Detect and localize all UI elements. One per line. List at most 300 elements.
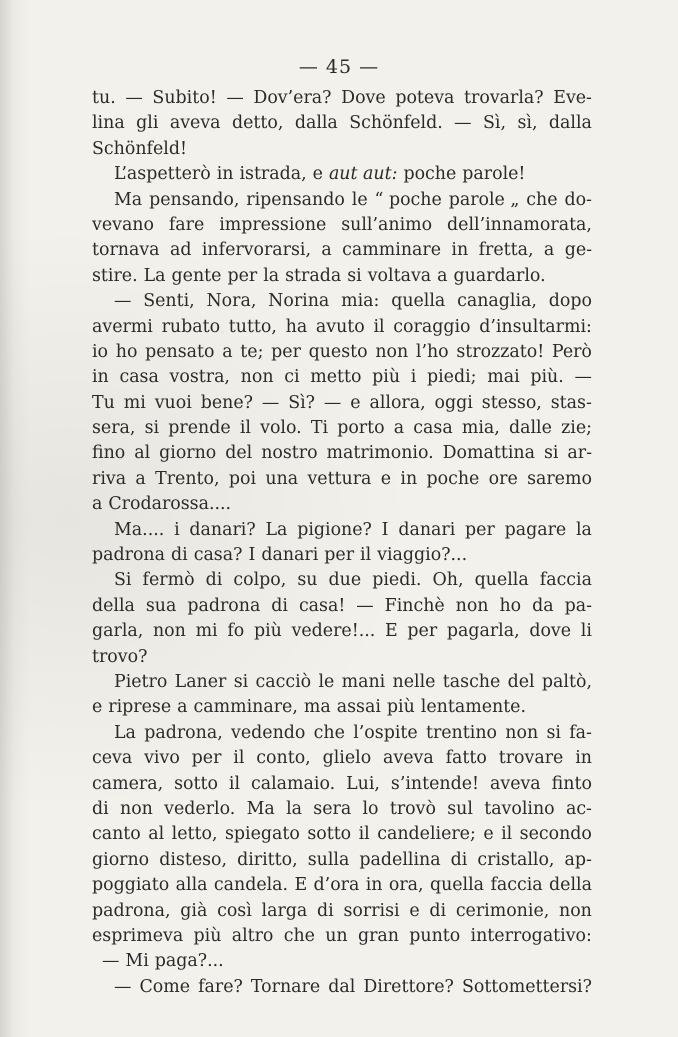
word: padrona	[187, 595, 261, 616]
text-line	[92, 264, 592, 289]
text-line	[92, 86, 592, 111]
word: vuoi	[154, 392, 192, 413]
text-line	[92, 645, 592, 670]
word: danari?	[189, 519, 256, 540]
word: una	[265, 468, 299, 489]
word: piedi;	[426, 367, 477, 388]
word: Senti,	[143, 291, 195, 312]
word: Nora,	[206, 291, 257, 312]
word: detto,	[231, 113, 284, 134]
word: poche	[426, 468, 480, 489]
word: mi	[123, 392, 146, 413]
word: il	[239, 418, 251, 439]
word: dalle	[509, 418, 552, 439]
word: zie;	[561, 418, 592, 439]
word: sua	[145, 595, 177, 616]
word: ho	[115, 341, 138, 362]
text-line	[92, 467, 592, 492]
word: L’aspetterò	[114, 164, 211, 185]
word: vedendo	[231, 722, 306, 743]
word: in	[400, 468, 418, 489]
word: ge-	[564, 240, 592, 261]
word: ore	[488, 468, 518, 489]
text-line	[92, 137, 592, 162]
word: Sì?	[288, 392, 315, 413]
word: “ poche	[374, 189, 442, 210]
word: non	[559, 900, 592, 921]
word: in	[216, 164, 234, 185]
text-line	[92, 238, 592, 263]
word: assai	[336, 697, 381, 718]
text-line	[92, 772, 592, 797]
word: fo	[227, 621, 245, 642]
word: ha	[285, 316, 308, 337]
word: pa-	[564, 595, 592, 616]
word: mia:	[341, 291, 380, 312]
word: I	[381, 519, 389, 540]
word: matrimonio.	[326, 443, 434, 464]
word: Però	[551, 341, 592, 362]
page-number: — 45 —	[298, 56, 380, 78]
word: ap-	[564, 849, 592, 870]
word: più	[372, 367, 401, 388]
word: dalla	[548, 113, 592, 134]
word: —	[226, 88, 244, 108]
word: E	[384, 621, 398, 642]
word: tu.	[92, 88, 116, 108]
word: la	[286, 798, 302, 819]
word: guardarlo.	[453, 265, 546, 286]
word: da	[532, 595, 554, 616]
word: padrona	[92, 545, 165, 566]
word: canto	[92, 824, 141, 845]
word: interrogativo:	[470, 925, 592, 946]
word: della	[92, 595, 135, 616]
word: tasche	[442, 671, 501, 692]
word: te;	[240, 341, 264, 362]
text-line	[92, 949, 592, 974]
word: di	[92, 798, 109, 819]
text-line	[92, 111, 592, 136]
word: il	[373, 316, 385, 337]
word: La	[265, 519, 288, 540]
word: sì,	[517, 113, 538, 134]
word: punto	[409, 925, 461, 946]
word: a	[135, 468, 146, 489]
word: quella	[391, 291, 446, 312]
word: mai	[487, 367, 520, 388]
word: fare	[168, 214, 205, 235]
word: conto,	[256, 748, 311, 769]
word: più	[193, 925, 222, 946]
word: pensando,	[149, 189, 240, 210]
word: Si	[114, 570, 132, 591]
word: fa-	[569, 722, 592, 743]
word: vevano	[92, 214, 154, 235]
word: di	[205, 570, 223, 591]
word: E	[294, 875, 308, 896]
word: quella	[474, 570, 529, 591]
word: aveva	[490, 773, 541, 794]
word: a	[222, 341, 233, 362]
word: il	[358, 824, 370, 845]
word: piedi.	[372, 570, 422, 591]
word: La	[114, 722, 136, 743]
word: riprese	[108, 697, 172, 718]
word: cerimonie,	[455, 900, 550, 921]
word: larga	[261, 900, 308, 921]
word: ad	[169, 240, 192, 261]
word: I	[248, 545, 256, 566]
word: fretta,	[478, 240, 534, 261]
word: Ma....	[114, 519, 165, 540]
text-line	[92, 391, 592, 416]
word: —	[356, 595, 374, 616]
word: parole!	[462, 164, 526, 185]
word: le	[318, 671, 335, 692]
word: candeliere;	[377, 824, 476, 845]
word: esprimeva	[92, 925, 184, 946]
word: danari	[398, 519, 456, 540]
word: porto	[337, 418, 385, 439]
word: Pietro	[114, 671, 168, 692]
word: di	[429, 900, 447, 921]
word: ora,	[388, 875, 424, 896]
word: d’ora	[313, 875, 360, 896]
word: gran	[357, 925, 399, 946]
word: viaggio?...	[377, 545, 468, 566]
word: saremo	[527, 468, 592, 489]
word: il	[228, 773, 241, 794]
word: altro	[231, 925, 274, 946]
word: Crodarossa....	[108, 494, 232, 515]
word: lina	[92, 113, 125, 134]
word: più	[386, 697, 415, 718]
word: sulla	[307, 849, 350, 870]
word: il	[360, 545, 372, 566]
word: dal	[328, 976, 356, 997]
text-line	[92, 924, 592, 949]
word: della	[549, 875, 592, 896]
word: tornava	[92, 240, 160, 261]
word: trovò	[389, 798, 436, 819]
word: faccia	[539, 570, 592, 591]
word: stesso,	[481, 392, 542, 413]
word: trentino	[425, 722, 497, 743]
word: padrona,	[144, 722, 223, 743]
word: per	[324, 545, 355, 566]
text-line	[92, 289, 592, 314]
word: io	[92, 341, 109, 362]
word: Laner	[174, 671, 227, 692]
word: a	[92, 494, 103, 515]
word: vivo	[144, 748, 180, 769]
word: d’insultarmi:	[479, 316, 592, 337]
word: casa	[413, 418, 453, 439]
word: allora,	[369, 392, 426, 413]
word: finto	[551, 773, 592, 794]
word: di	[271, 595, 288, 616]
word: quella	[429, 875, 485, 896]
word: glielo	[322, 748, 372, 769]
word: fare?	[198, 976, 243, 997]
word: stas-	[550, 392, 592, 413]
word: coraggio	[393, 316, 471, 337]
word: li	[580, 621, 592, 642]
text-line	[92, 416, 592, 441]
text-line	[92, 213, 592, 238]
word: faccia	[490, 875, 543, 896]
word: due	[328, 570, 362, 591]
word: tutto,	[228, 316, 277, 337]
word: aveva	[383, 748, 434, 769]
word: s’intende!	[390, 773, 480, 794]
word: le	[351, 189, 368, 210]
word: riva	[92, 468, 127, 489]
word: prende	[168, 418, 231, 439]
word: mia,	[461, 418, 500, 439]
text-line	[92, 797, 592, 822]
word: dell’innamorata,	[447, 214, 592, 235]
word: Schönfeld!	[92, 138, 187, 159]
word: canaglia,	[457, 291, 537, 312]
word: La	[143, 265, 166, 286]
word: per	[271, 341, 301, 362]
word: fino	[92, 443, 126, 464]
word: pensato	[145, 341, 215, 362]
word: —	[125, 88, 143, 108]
word: rubato	[161, 316, 221, 337]
text-line	[92, 822, 592, 847]
word: gente	[171, 265, 222, 286]
word: Sottomettersi?	[461, 976, 592, 997]
text-line	[92, 873, 592, 898]
word: non	[375, 341, 409, 362]
word: lo	[362, 798, 379, 819]
word: che	[313, 722, 345, 743]
word: Tornare	[250, 976, 321, 997]
word: in	[451, 240, 469, 261]
word: trovo?	[92, 646, 148, 667]
word: Come	[139, 976, 191, 997]
word: —	[323, 392, 342, 413]
word: non	[120, 798, 153, 819]
word: —	[114, 976, 132, 997]
word: camminare,	[193, 697, 298, 718]
word: i	[174, 519, 180, 540]
word: nelle	[392, 671, 436, 692]
text-line	[92, 670, 592, 695]
word: Ti	[310, 418, 329, 439]
word: al	[148, 824, 165, 845]
word: dopo	[548, 291, 592, 312]
word: a	[393, 418, 405, 439]
word: per	[407, 621, 438, 642]
word: giorno	[92, 849, 150, 870]
text-line	[92, 543, 592, 568]
word: sera	[313, 798, 352, 819]
word: avermi	[92, 316, 153, 337]
word: cristallo,	[477, 849, 555, 870]
word: un	[325, 925, 348, 946]
word: vostra,	[169, 367, 230, 388]
word: Finchè	[384, 595, 445, 616]
word: Ma	[246, 798, 275, 819]
word: su	[297, 570, 318, 591]
word: si	[543, 443, 559, 464]
word: letto,	[171, 824, 218, 845]
word: aveva	[169, 113, 221, 134]
text-line	[92, 695, 592, 720]
word: Tu	[92, 392, 115, 413]
word: avuto	[315, 316, 365, 337]
word: Mi	[125, 951, 149, 972]
word: Direttore?	[363, 976, 454, 997]
word: metto	[310, 367, 362, 388]
text-line	[92, 619, 592, 644]
word: a	[177, 697, 188, 718]
word: colpo,	[233, 570, 287, 591]
word: si	[546, 722, 561, 743]
word: di	[317, 900, 334, 921]
word: parole „	[448, 189, 520, 210]
word: e	[92, 697, 103, 718]
word: in	[365, 875, 383, 896]
word: —	[261, 392, 280, 413]
word: paga?...	[154, 951, 224, 972]
word: casa?	[193, 545, 243, 566]
word: i	[410, 367, 417, 388]
word: strada	[285, 265, 342, 286]
text-line	[92, 441, 592, 466]
text-line	[92, 746, 592, 771]
word: per	[465, 519, 495, 540]
text-line	[92, 365, 592, 390]
word: volo.	[260, 418, 302, 439]
word: ceva	[92, 748, 133, 769]
word: l’ospite	[353, 722, 418, 743]
word: non	[240, 367, 274, 388]
word: Schönfeld.	[349, 113, 443, 134]
text-line	[92, 721, 592, 746]
word: fermò	[142, 570, 195, 591]
word: pagarla,	[446, 621, 520, 642]
word: poteva	[395, 88, 455, 108]
word: del	[507, 671, 535, 692]
word: padrona,	[92, 900, 171, 921]
word: sotto	[174, 773, 218, 794]
word: non	[455, 595, 489, 616]
word: lentamente.	[420, 697, 526, 718]
word: dalla	[294, 113, 338, 134]
word: si	[347, 265, 362, 286]
word: pagare	[504, 519, 567, 540]
word: padellina	[359, 849, 441, 870]
word: la	[263, 265, 280, 286]
word: si	[144, 418, 160, 439]
word: il	[233, 748, 245, 769]
word: la	[575, 519, 592, 540]
word: fatto	[445, 748, 487, 769]
word: danari	[261, 545, 319, 566]
word: sorrisi	[343, 900, 400, 921]
word: camminare	[342, 240, 441, 261]
word: cacciò	[255, 671, 312, 692]
word: —	[102, 951, 120, 972]
word: Eve-	[553, 88, 592, 108]
word: Subito!	[152, 88, 217, 108]
word: mi	[195, 621, 218, 642]
text-line	[92, 162, 592, 187]
word: calamaio.	[250, 773, 336, 794]
word: al	[134, 443, 151, 464]
word: non	[505, 722, 539, 743]
word: l’ho	[415, 341, 449, 362]
word: ma	[303, 697, 331, 718]
word: Sì,	[483, 113, 507, 134]
word: diritto,	[237, 849, 298, 870]
word: per	[191, 748, 222, 769]
word: in	[92, 367, 109, 388]
word: il	[501, 824, 513, 845]
word: e	[483, 824, 494, 845]
word: sull’animo	[341, 214, 433, 235]
word: disteso,	[159, 849, 228, 870]
word: e	[380, 468, 392, 489]
word: bene?	[200, 392, 253, 413]
word: poi	[228, 468, 257, 489]
word: a	[543, 240, 555, 261]
word: del	[225, 443, 253, 464]
word: ci	[284, 367, 300, 388]
word: voltava	[367, 265, 432, 286]
word: —	[574, 367, 592, 388]
word: —	[114, 291, 132, 312]
text-line	[92, 568, 592, 593]
word: e	[312, 164, 323, 185]
word: Ma	[114, 189, 143, 210]
word: a	[437, 265, 448, 286]
word: alla	[175, 875, 208, 896]
word: di	[450, 849, 468, 870]
word: garla,	[92, 621, 144, 642]
word: già	[180, 900, 208, 921]
word: sul	[447, 798, 473, 819]
word: poggiato	[92, 875, 170, 896]
word: vettura	[307, 468, 372, 489]
word: tavolino	[484, 798, 555, 819]
word: Dov’era?	[253, 88, 332, 108]
word: e	[409, 900, 420, 921]
text-line	[92, 188, 592, 213]
body-text	[92, 86, 592, 1000]
word: e	[350, 392, 361, 413]
word: trovarla?	[464, 88, 544, 108]
text-line	[92, 518, 592, 543]
word: infervorarsi,	[201, 240, 311, 261]
word: trovare	[498, 748, 564, 769]
word: pigione?	[297, 519, 372, 540]
word: Dove	[341, 88, 386, 108]
word: vederlo.	[164, 798, 236, 819]
word: a	[321, 240, 332, 261]
text-line	[92, 594, 592, 619]
word: che	[283, 925, 315, 946]
word: sera,	[92, 418, 136, 439]
word: così	[217, 900, 252, 921]
word: sotto	[307, 824, 352, 845]
word: mani	[341, 671, 386, 692]
